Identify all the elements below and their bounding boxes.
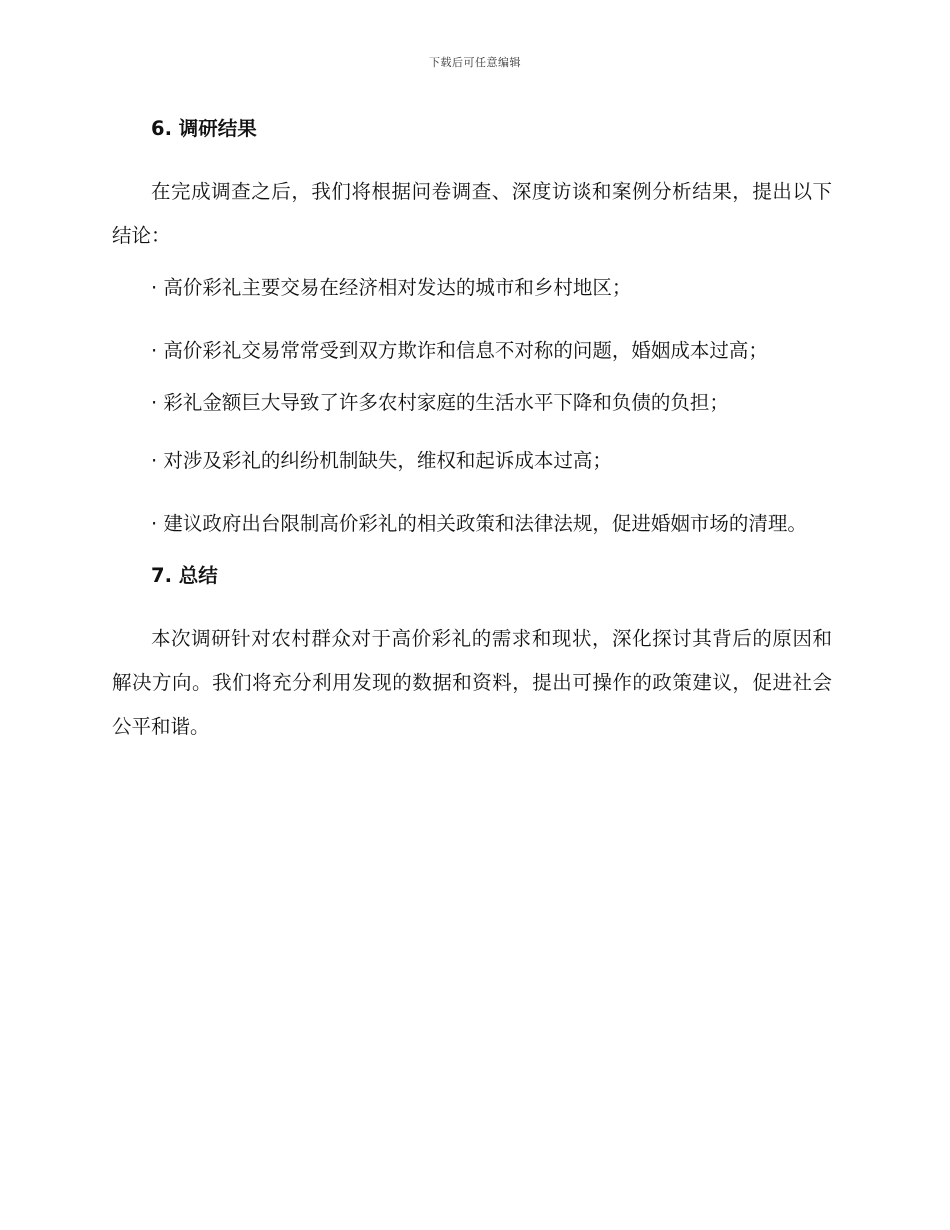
conclusion-item: · 高价彩礼主要交易在经济相对发达的城市和乡村地区； (151, 276, 632, 299)
section-6-intro: 在完成调查之后，我们将根据问卷调查、深度访谈和案例分析结果，提出以下结论： (112, 180, 832, 247)
section-6-heading: 6. 调研结果 (151, 117, 257, 140)
conclusion-item: · 彩礼金额巨大导致了许多农村家庭的生活水平下降和负债的负担； (151, 391, 729, 414)
document-body (112, 112, 832, 762)
section-7-heading: 7. 总结 (151, 564, 218, 587)
conclusion-item: · 建议政府出台限制高价彩礼的相关政策和法律法规，促进婚姻市场的清理。 (151, 512, 807, 535)
conclusion-item: · 高价彩礼交易常常受到双方欺诈和信息不对称的问题，婚姻成本过高； (151, 339, 768, 362)
conclusion-item: · 对涉及彩礼的纠纷机制缺失，维权和起诉成本过高； (151, 449, 612, 472)
section-7-body: 本次调研针对农村群众对于高价彩礼的需求和现状，深化探讨其背后的原因和解决方向。我们将充分利用发现的数据和资料，提出可操作的政策建议，促进社会公平和谐。 (112, 627, 832, 738)
page-header-watermark: 下载后可任意编辑 (429, 56, 521, 69)
